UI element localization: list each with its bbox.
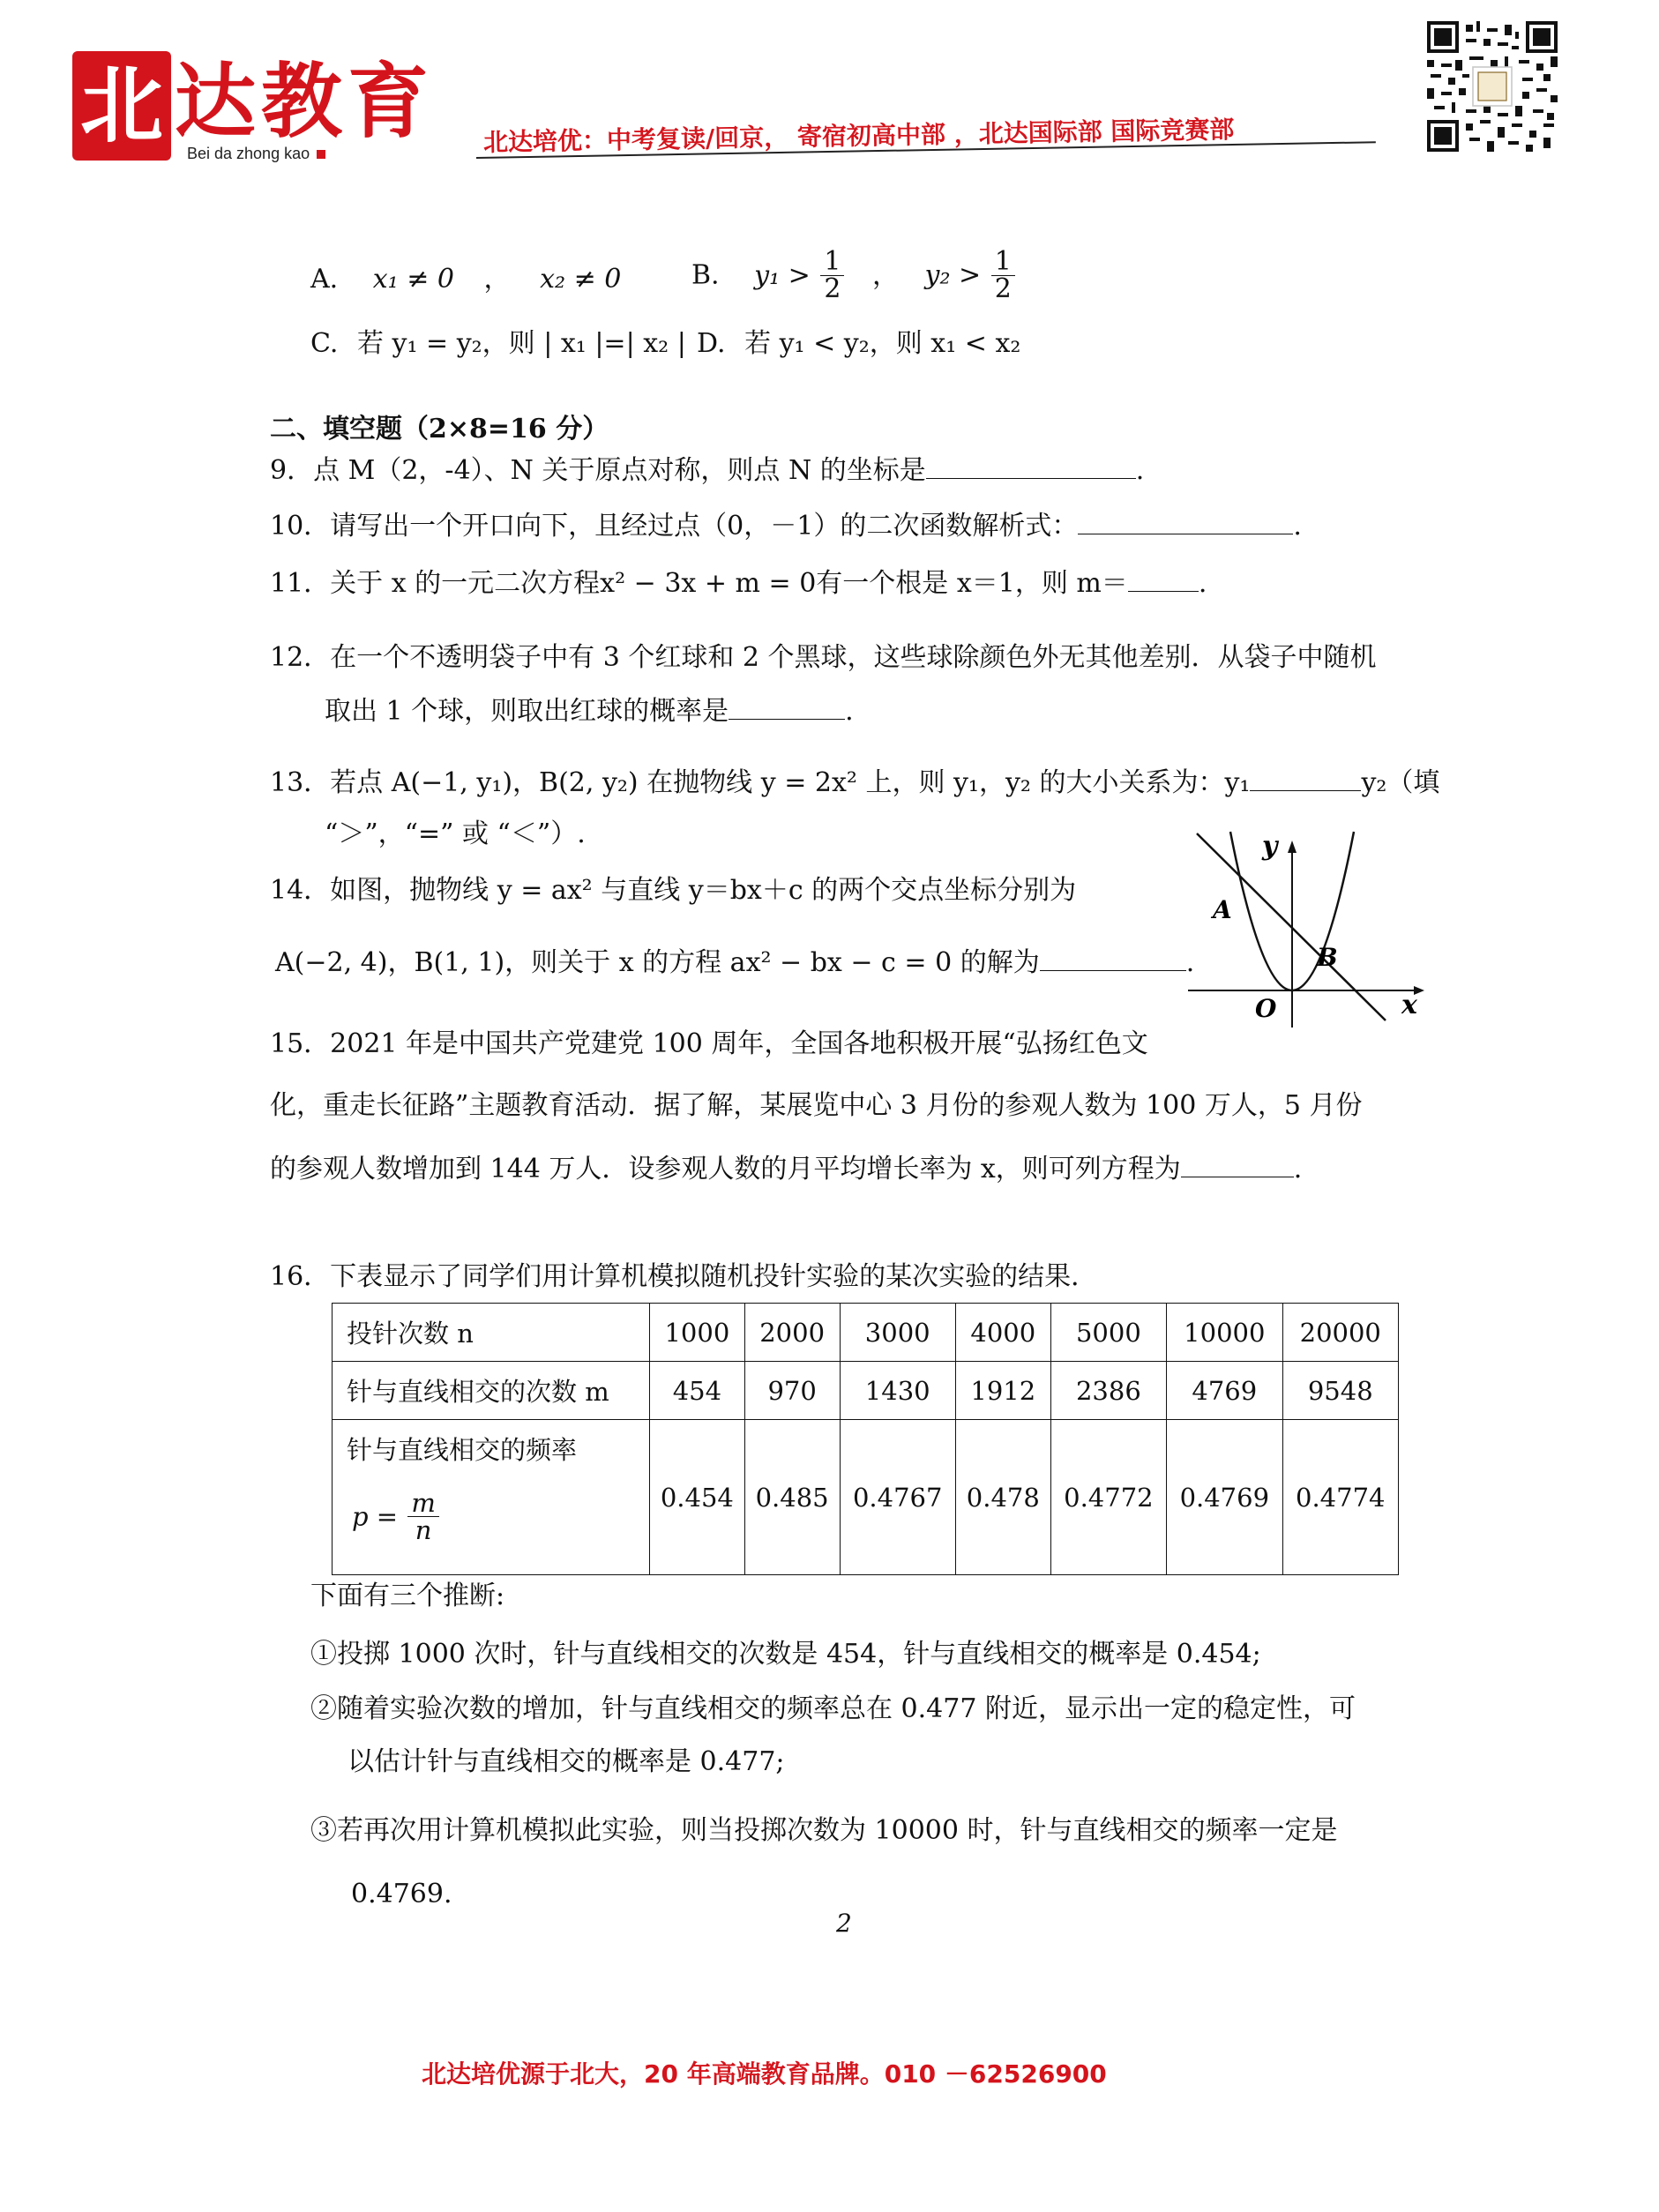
formula-num: m	[407, 1490, 439, 1517]
table-header-cell: 投针次数 n	[333, 1304, 650, 1362]
inference-3-line2: 0.4769.	[351, 1879, 452, 1909]
table-cell: 0.4774	[1282, 1420, 1398, 1575]
option-b-sep: ，	[871, 259, 899, 291]
option-b-expr1: y₁ >	[754, 259, 811, 291]
logo-subtitle-text: Bei da zhong kao	[187, 145, 310, 162]
table-cell: 1912	[955, 1362, 1050, 1420]
question-11	[270, 564, 1207, 602]
frequency-label: 针与直线相交的频率	[347, 1435, 578, 1465]
inference-intro: 下面有三个推断:	[310, 1581, 505, 1611]
table-row	[333, 1304, 1399, 1362]
question-15-line1: 15．2021 年是中国共产党建党 100 周年，全国各地积极开展“弘扬红色文	[270, 1028, 1148, 1059]
question-13-line1	[270, 764, 1439, 801]
inference-3-line1: ③若再次用计算机模拟此实验，则当投掷次数为 10000 时，针与直线相交的频率一定是	[310, 1815, 1338, 1846]
option-c-label: C.	[310, 328, 339, 359]
graph-label-a: A	[1213, 895, 1232, 924]
question-11-blank[interactable]	[1128, 564, 1199, 592]
question-10-text: 10．请写出一个开口向下，且经过点（0，－1）的二次函数解析式：	[270, 511, 1079, 542]
experiment-table	[332, 1303, 1399, 1575]
question-11-end: .	[1198, 568, 1207, 599]
graph-label-b: B	[1317, 943, 1338, 972]
inference-2-line2: 以估计针与直线相交的概率是 0.477;	[347, 1746, 785, 1777]
option-a-label: A.	[310, 264, 339, 295]
question-15-line2: 化，重走长征路”主题教育活动．据了解，某展览中心 3 月份的参观人数为 100 万人，5 月份	[270, 1090, 1363, 1121]
question-12-blank[interactable]	[729, 692, 845, 720]
question-16-intro: 16．下表显示了同学们用计算机模拟随机投针实验的某次实验的结果．	[270, 1261, 1098, 1292]
question-15-end: .	[1293, 1154, 1303, 1184]
option-b-fraction2	[991, 246, 1015, 304]
table-cell: 4000	[955, 1304, 1050, 1362]
option-a	[310, 262, 621, 297]
footer-text: 北达培优源于北大，20 年高端教育品牌。010 －62526900	[422, 2059, 1107, 2089]
formula-den: n	[415, 1515, 432, 1545]
question-12-line2	[325, 692, 854, 729]
question-15-line3	[270, 1150, 1302, 1187]
y-axis-arrow-icon	[1288, 841, 1297, 853]
page-number: 2	[836, 1909, 852, 1938]
option-c-text: 若 y₁ = y₂，则 | x₁ |=| x₂ |	[356, 328, 686, 359]
option-b-fraction	[820, 246, 844, 304]
section-title: 二、填空题（2×8=16 分）	[270, 414, 609, 445]
option-b-num: 1	[820, 249, 844, 276]
question-11-text: 11．关于 x 的一元二次方程x² − 3x + m = 0有一个根是 x＝1，则 m＝	[270, 568, 1128, 599]
table-cell: 0.4772	[1050, 1420, 1166, 1575]
option-b-num2: 1	[991, 249, 1015, 276]
graph-label-o: O	[1255, 994, 1277, 1023]
graph-label-y: y	[1262, 831, 1278, 862]
question-14-blank[interactable]	[1040, 944, 1186, 971]
option-a-expr2: x₂ ≠ 0	[540, 264, 622, 295]
question-13-blank[interactable]	[1250, 764, 1361, 791]
question-15-blank[interactable]	[1181, 1150, 1294, 1177]
question-14-line1: 14．如图，抛物线 y = ax² 与直线 y＝bx＋c 的两个交点坐标分别为	[270, 875, 1077, 906]
table-cell: 20000	[1282, 1304, 1398, 1362]
question-10-blank[interactable]	[1078, 507, 1293, 534]
option-b	[691, 246, 1017, 304]
question-9-text: 9．点 M（2，-4）、N 关于原点对称，则点 N 的坐标是	[270, 455, 926, 486]
logo-mark: 北	[72, 51, 171, 161]
option-b-den: 2	[824, 273, 841, 304]
question-10	[270, 507, 1302, 544]
question-14-line2	[275, 944, 1194, 981]
option-b-den2: 2	[994, 273, 1012, 304]
option-c	[310, 326, 686, 362]
table-cell: 454	[650, 1362, 745, 1420]
question-9-end: .	[1135, 455, 1145, 486]
table-cell: 0.485	[744, 1420, 840, 1575]
option-a-sep: ，	[483, 264, 511, 295]
question-13-text-end: y₂（填	[1361, 767, 1440, 798]
table-row	[333, 1362, 1399, 1420]
question-9-blank[interactable]	[926, 452, 1136, 479]
parabola-figure	[1177, 825, 1433, 1036]
table-header-cell: 针与直线相交的次数 m	[333, 1362, 650, 1420]
option-b-expr2: y₂ >	[924, 259, 982, 291]
formula-fraction	[407, 1490, 439, 1543]
question-12-text: 取出 1 个球，则取出红球的概率是	[325, 696, 729, 727]
question-10-end: .	[1293, 511, 1302, 542]
table-row	[333, 1420, 1399, 1575]
table-header-cell	[333, 1420, 650, 1575]
option-d-text: 若 y₁ < y₂，则 x₁ < x₂	[744, 328, 1021, 359]
table-cell: 5000	[1050, 1304, 1166, 1362]
graph-label-x: x	[1401, 990, 1417, 1020]
table-cell: 2000	[744, 1304, 840, 1362]
table-cell: 0.478	[955, 1420, 1050, 1575]
formula-lhs: p =	[352, 1501, 399, 1532]
question-15-text: 的参观人数增加到 144 万人．设参观人数的月平均增长率为 x，则可列方程为	[270, 1154, 1181, 1184]
frequency-formula	[352, 1490, 649, 1543]
logo-text: 达教育	[175, 54, 435, 149]
option-b-label: B.	[691, 259, 720, 291]
table-cell: 1000	[650, 1304, 745, 1362]
header-slogan: 北达培优：中考复读/回京， 寄宿初高中部 ，北达国际部 国际竞赛部	[482, 115, 1235, 157]
qr-code-icon	[1427, 21, 1558, 152]
inference-2-line1: ②随着实验次数的增加，针与直线相交的频率总在 0.477 附近，显示出一定的稳定性，可	[310, 1693, 1356, 1724]
table-cell: 4769	[1167, 1362, 1282, 1420]
table-cell: 970	[744, 1362, 840, 1420]
table-cell: 0.4767	[840, 1420, 955, 1575]
question-13-line2: “＞”，“=” 或 “＜”）.	[325, 818, 586, 849]
option-d	[697, 326, 1020, 362]
table-cell: 2386	[1050, 1362, 1166, 1420]
question-14-end: .	[1185, 947, 1195, 978]
table-cell: 9548	[1282, 1362, 1398, 1420]
inference-1: ①投掷 1000 次时，针与直线相交的次数是 454，针与直线相交的概率是 0.454;	[310, 1639, 1261, 1670]
table-cell: 3000	[840, 1304, 955, 1362]
table-cell: 1430	[840, 1362, 955, 1420]
option-a-expr1: x₁ ≠ 0	[372, 264, 454, 295]
question-12-line1: 12．在一个不透明袋子中有 3 个红球和 2 个黑球，这些球除颜色外无其他差别．从袋子中随机	[270, 642, 1377, 673]
question-9	[270, 452, 1144, 489]
logo-square-icon	[317, 150, 325, 159]
logo-subtitle	[187, 145, 325, 163]
question-13-text: 13．若点 A(−1, y₁)，B(2, y₂) 在抛物线 y = 2x² 上，则 y₁，y₂ 的大小关系为：y₁	[270, 767, 1251, 798]
option-d-label: D.	[697, 328, 726, 359]
table-cell: 10000	[1167, 1304, 1282, 1362]
table-cell: 0.4769	[1167, 1420, 1282, 1575]
question-14-text: A(−2, 4)，B(1, 1)，则关于 x 的方程 ax² − bx − c = 0 的解为	[275, 947, 1040, 978]
question-12-end: .	[845, 696, 854, 727]
table-cell: 0.454	[650, 1420, 745, 1575]
